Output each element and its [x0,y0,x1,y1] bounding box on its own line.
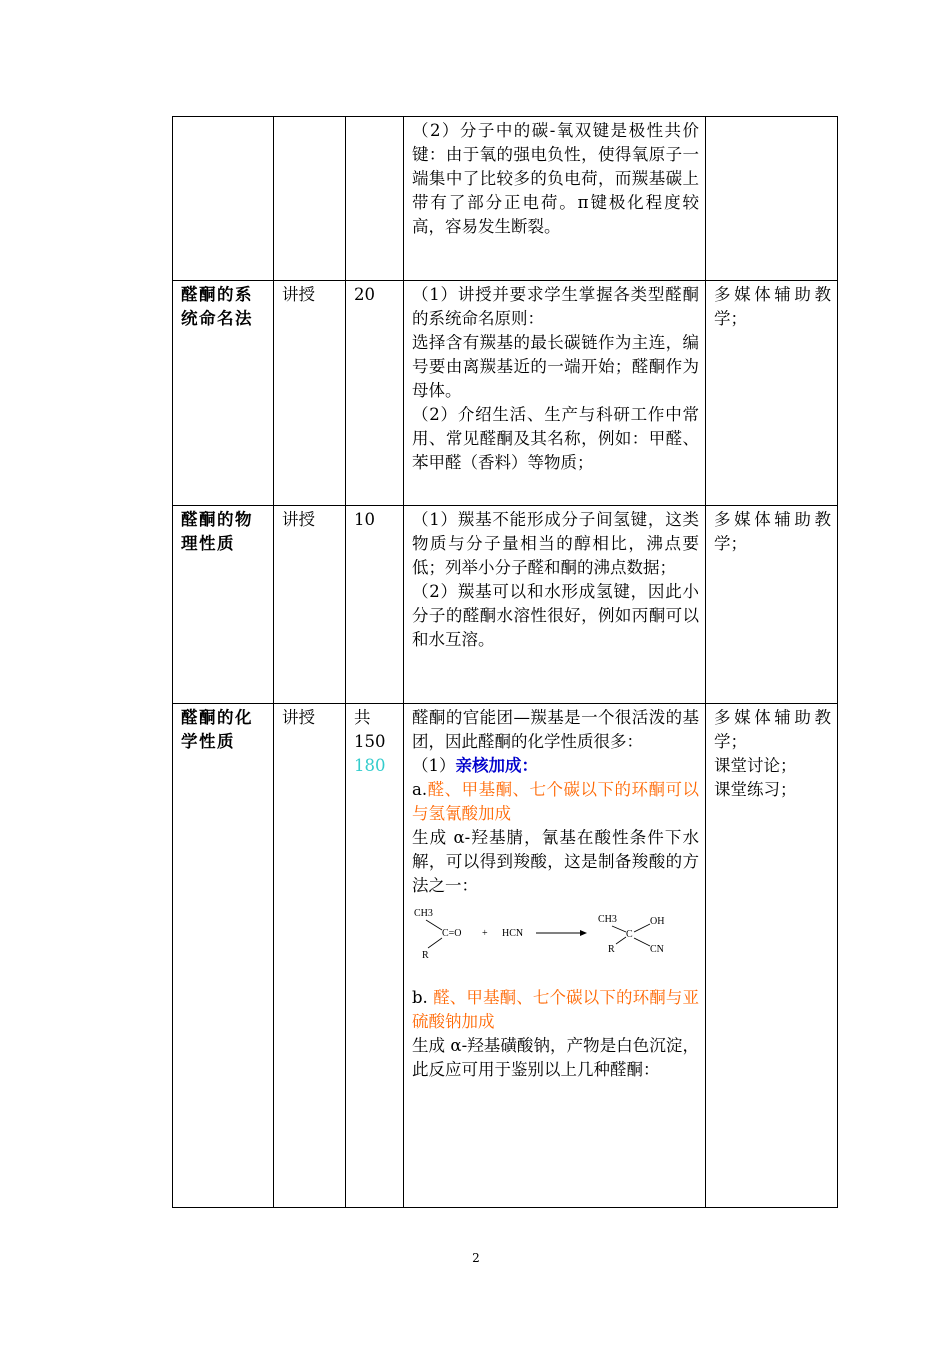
topic-cell: 醛酮的系统命名法 [173,281,274,506]
page-number: 2 [472,1251,480,1265]
content-cell [404,704,706,1208]
content-paragraph: （1）讲授并要求学生掌握各类型醛酮的系统命名原则： [412,285,699,328]
resources-cell [706,704,838,1208]
content-paragraph: （2）分子中的碳-氧双键是极性共价键：由于氧的强电负性，使得氧原子一端集中了比较多的负电荷，而羰基碳上带有了部分正电荷。π键极化程度较高，容易发生断裂。 [412,121,699,236]
content-cell [404,506,706,704]
product-ch3-label: CH3 [598,914,617,925]
item-b-text: 生成 α-羟基磺酸钠，产物是白色沉淀，此反应可用于鉴别以上几种醛酮： [412,1036,699,1079]
item-a-highlight: 醛、甲基酮、七个碳以下的环酮可以与氢氰酸加成 [412,780,699,823]
topic-cell: 醛酮的物理性质 [173,506,274,704]
topic-cell [173,117,274,281]
time-cell: 10 [346,506,404,704]
content-paragraph: 选择含有羰基的最长碳链作为主连，编号要由离羰基近的一端开始；醛酮作为母体。 [412,333,699,400]
product-cn-label: CN [650,944,664,955]
content-paragraph: （1）羰基不能形成分子间氢键，这类物质与分子量相当的醇相比，沸点要低；列举小分子醛和酮的沸点数据； [412,510,699,577]
product-oh-label: OH [650,916,665,927]
table-row [173,506,838,704]
product-r-label: R [608,944,615,955]
reactant-r-label: R [422,950,429,961]
reaction-arrow-head [580,930,587,936]
lesson-plan-table [172,116,838,1208]
method-cell: 讲授 [274,704,346,1208]
content-cell [404,281,706,506]
item-b-highlight: 醛、甲基酮、七个碳以下的环酮与亚硫酸钠加成 [412,988,700,1031]
reactant-ch3-label: CH3 [414,908,433,919]
content-paragraph: （2）介绍生活、生产与科研工作中常用、常见醛酮及其名称，例如：甲醛、苯甲醛（香料）等物质； [412,405,699,472]
resource-item: 课堂练习； [714,780,797,799]
table-row [173,704,838,1208]
time-alt-value: 180 [354,756,386,775]
content-intro: 醛酮的官能团—羰基是一个很活泼的基团，因此醛酮的化学性质很多： [412,708,699,751]
method-cell: 讲授 [274,281,346,506]
time-total-label: 共 [354,708,371,727]
time-cell [346,704,404,1208]
hcn-addition-reaction-diagram [412,904,692,972]
content-cell [404,117,706,281]
item-a-text: 生成 α-羟基腈，氰基在酸性条件下水解，可以得到羧酸，这是制备羧酸的方法之一： [412,828,699,895]
item-b: b. 醛、甲基酮、七个碳以下的环酮与亚硫酸钠加成 [412,988,700,1031]
table-row [173,117,838,281]
content-paragraph: （2）羰基可以和水形成氢键，因此小分子的醛酮水溶性很好，例如丙酮可以和水互溶。 [412,582,699,649]
resources-cell: 多媒体辅助教学； [706,281,838,506]
resources-cell: 多媒体辅助教学； [706,506,838,704]
reagent-hcn-label: HCN [502,928,524,939]
time-cell: 20 [346,281,404,506]
resources-cell [706,117,838,281]
topic-cell: 醛酮的化学性质 [173,704,274,1208]
nucleophilic-addition-keyword: 亲核加成 [455,756,522,775]
item-a: a.醛、甲基酮、七个碳以下的环酮可以与氢氰酸加成 [412,780,699,823]
subsection-heading: （1）亲核加成： [412,756,538,775]
method-cell: 讲授 [274,506,346,704]
reactant-carbonyl-label: C=O [442,928,462,939]
resource-item: 课堂讨论； [714,756,797,775]
time-cell [346,117,404,281]
time-value: 150 [354,732,386,751]
product-carbon-label: C [626,929,633,940]
table-row [173,281,838,506]
method-cell [274,117,346,281]
plus-sign: + [482,928,488,939]
resource-item: 多媒体辅助教学； [714,708,831,751]
